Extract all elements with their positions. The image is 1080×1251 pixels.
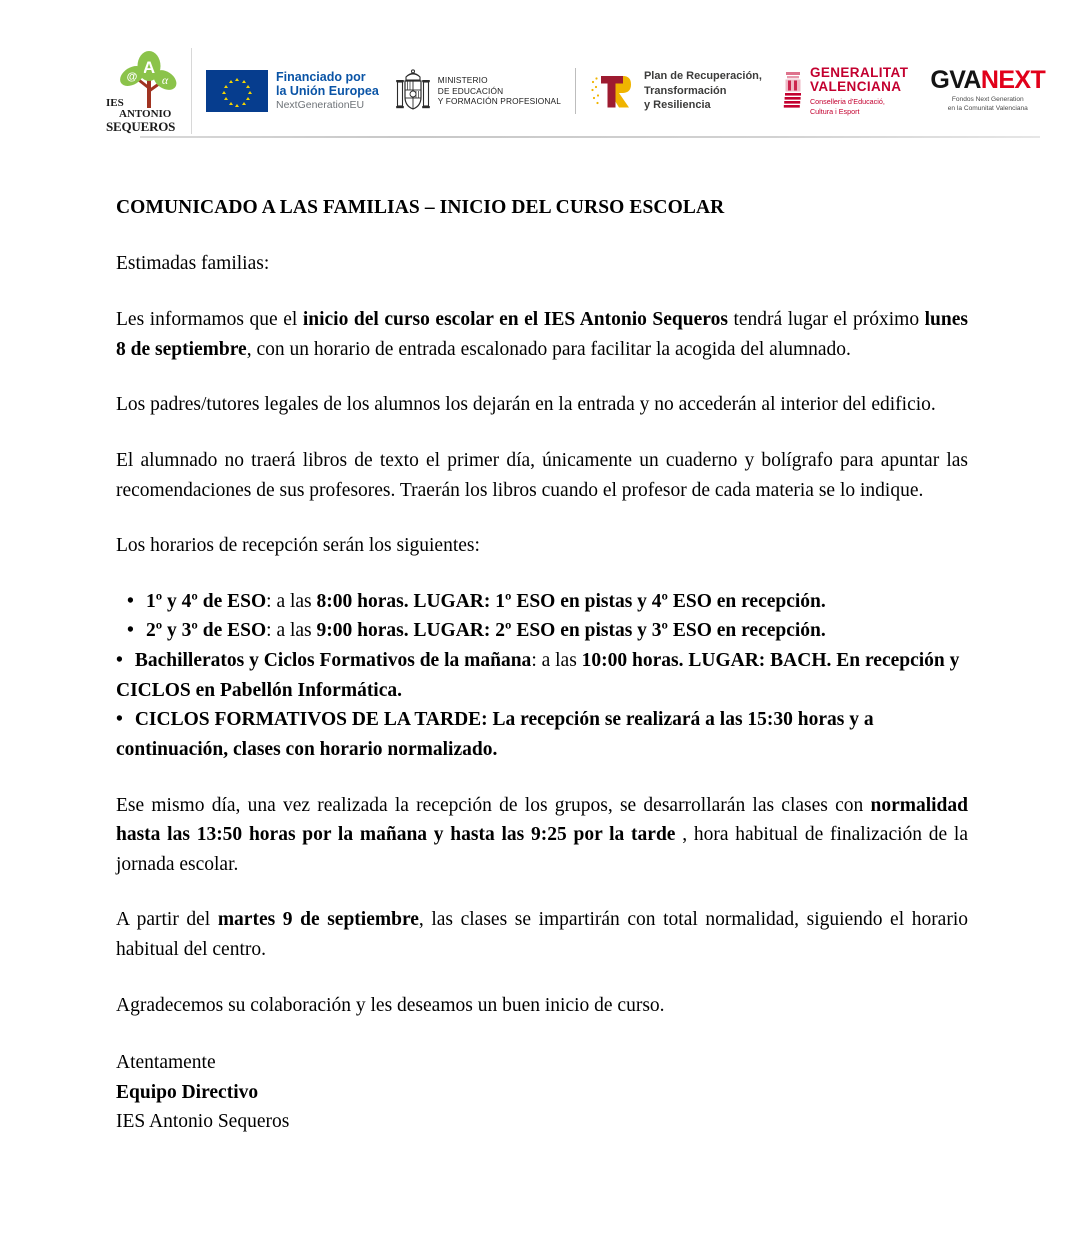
list-item — [116, 587, 968, 617]
ministerio-line2: DE EDUCACIÓN — [437, 85, 504, 96]
document-header-logo-band — [0, 0, 1080, 152]
schedule-item-lead: 2º y 3º de ESO — [146, 620, 267, 642]
gva-next-sub-line2: en la Comunitat Valenciana — [947, 105, 1028, 112]
prtr-tr-monogram-icon — [590, 70, 636, 112]
greeting-paragraph: Estimadas familias: — [116, 253, 270, 275]
eu-logo-line3: NextGenerationEU — [276, 99, 365, 112]
ministerio-line3: Y FORMACIÓN PROFESIONAL — [437, 96, 561, 107]
european-union-flag-icon — [206, 70, 268, 112]
paragraph-start-of-year — [116, 305, 968, 364]
eu-funding-text — [276, 70, 379, 112]
ies-logo-wordmark — [106, 98, 184, 133]
schedule-item-connector: : a las — [266, 620, 317, 642]
svg-text:A: A — [142, 58, 156, 77]
plan-recuperacion-logo — [590, 69, 782, 113]
p6-text-c: , las clases se impartirán con total normalidad, siguiendo el horario habitual del centro. — [116, 909, 969, 961]
prtr-text — [644, 69, 762, 113]
eu-logo-line2: la Unión Europea — [276, 84, 379, 99]
p6-text-a: A partir del — [116, 909, 218, 931]
gva-next-wordmark — [930, 68, 1045, 93]
schedule-item-detail: 8:00 horas. LUGAR: 1º ESO en pistas y 4º ESO en recepción. — [316, 590, 826, 612]
p1-bold-school: inicio del curso escolar en el IES Antonio Sequeros — [302, 309, 728, 331]
svg-text:@: @ — [126, 71, 138, 83]
svg-text:α: α — [161, 73, 169, 87]
schedule-item-lead: 1º y 4º de ESO — [146, 590, 267, 612]
ies-logo-line2: ANTONIO — [119, 108, 172, 120]
generalitat-conselleria — [810, 97, 908, 116]
list-item — [116, 646, 968, 705]
spain-coat-of-arms-icon — [395, 68, 431, 114]
p6-bold-date: martes 9 de septiembre — [217, 909, 419, 931]
generalitat-line2: VALENCIANA — [809, 79, 902, 94]
prtr-line3: y Resiliencia — [643, 99, 711, 112]
logo-row — [106, 52, 1046, 134]
header-divider — [140, 136, 1040, 138]
paragraph-schedule-intro: Los horarios de recepción serán los siguientes: — [116, 535, 480, 557]
p5-bold-times: normalidad hasta las 13:50 horas por la mañana y hasta las 9:25 por la tarde — [116, 794, 968, 846]
bullet-icon: • — [116, 650, 123, 672]
generalitat-valenciana-logo — [782, 66, 930, 116]
generalitat-line3: Conselleria d'Educació, — [809, 97, 885, 107]
ies-antonio-sequeros-logo — [106, 48, 192, 134]
prtr-line2: Transformación — [643, 84, 727, 97]
bullet-icon: • — [127, 590, 134, 612]
signature-institution: IES Antonio Sequeros — [116, 1110, 290, 1132]
prtr-line1: Plan de Recuperación, — [643, 70, 762, 83]
p1-text-c: tendrá lugar el próximo — [727, 309, 925, 331]
paragraph-thanks: Agradecemos su colaboración y les deseamos un buen inicio de curso. — [116, 994, 665, 1016]
p5-text-a: Ese mismo día, una vez realizada la recepción de los grupos, se desarrollarán las clases con — [116, 794, 871, 816]
schedule-item-connector: : a las — [266, 590, 317, 612]
schedule-item-detail: CICLOS FORMATIVOS DE LA TARDE: La recepción se realizará a las 15:30 horas y a continuación, clases con horario normalizado. — [116, 709, 874, 760]
eu-funding-logo — [206, 70, 395, 112]
schedule-item-detail: 10:00 horas. LUGAR: BACH. En recepción y CICLOS en Pabellón Informática. — [116, 650, 960, 701]
schedule-item-lead: Bachilleratos y Ciclos Formativos de la mañana — [134, 650, 532, 672]
p1-text-e: , con un horario de entrada escalonado para facilitar la acogida del alumnado. — [246, 338, 851, 360]
gva-next-mark-red: NEXT — [980, 66, 1046, 95]
paragraph-no-books: El alumnado no traerá libros de texto el primer día, únicamente un cuaderno y bolígrafo para apuntar las recomendaciones de sus profesores. Traerán los libros cuando el profesor de cada materia se lo indique. — [116, 449, 968, 501]
gva-next-sub-line1: Fondos Next Generation — [951, 96, 1024, 104]
list-item — [116, 705, 968, 764]
gva-next-subtext — [930, 96, 1045, 114]
ies-logo-line3: SEQUEROS — [106, 119, 176, 134]
paragraph-parents-entrance: Los padres/tutores legales de los alumnos los dejarán en la entrada y no accederán al interior del edificio. — [116, 394, 936, 416]
p1-bold-date: lunes 8 de septiembre — [116, 309, 968, 360]
eu-logo-line1: Financiado por — [276, 70, 366, 85]
signature-closing: Atentamente — [116, 1052, 216, 1074]
generalitat-line1: GENERALITAT — [809, 64, 909, 80]
paragraph-same-day-classes — [116, 791, 968, 880]
schedule-item-detail: 9:00 horas. LUGAR: 2º ESO en pistas y 3º ESO en recepción. — [316, 620, 826, 642]
schedule-item-connector: : a las — [531, 650, 582, 672]
signature-role: Equipo Directivo — [116, 1081, 259, 1103]
document-body — [116, 196, 968, 1136]
paragraph-from-tuesday — [116, 905, 968, 964]
ies-logo-line1: IES — [106, 97, 124, 109]
p1-text-a: Les informamos que el — [116, 309, 303, 331]
ministerio-text — [438, 75, 561, 108]
gva-next-mark-black: GVA — [930, 66, 981, 95]
list-item — [116, 616, 968, 646]
bullet-icon: • — [127, 620, 134, 642]
reception-schedule-list — [116, 587, 968, 765]
p5-text-c: , hora habitual de finalización de la jornada escolar. — [116, 824, 969, 875]
page-title: COMUNICADO A LAS FAMILIAS – INICIO DEL CURSO ESCOLAR — [116, 197, 725, 218]
generalitat-line4: Cultura i Esport — [809, 106, 860, 116]
signature-block — [116, 1048, 968, 1136]
gva-next-logo — [930, 68, 1045, 114]
bullet-icon: • — [116, 709, 123, 731]
ministerio-line1: MINISTERIO — [437, 74, 488, 85]
ministerio-educacion-logo — [395, 68, 576, 114]
generalitat-crest-icon — [782, 70, 804, 112]
generalitat-text — [810, 66, 908, 116]
